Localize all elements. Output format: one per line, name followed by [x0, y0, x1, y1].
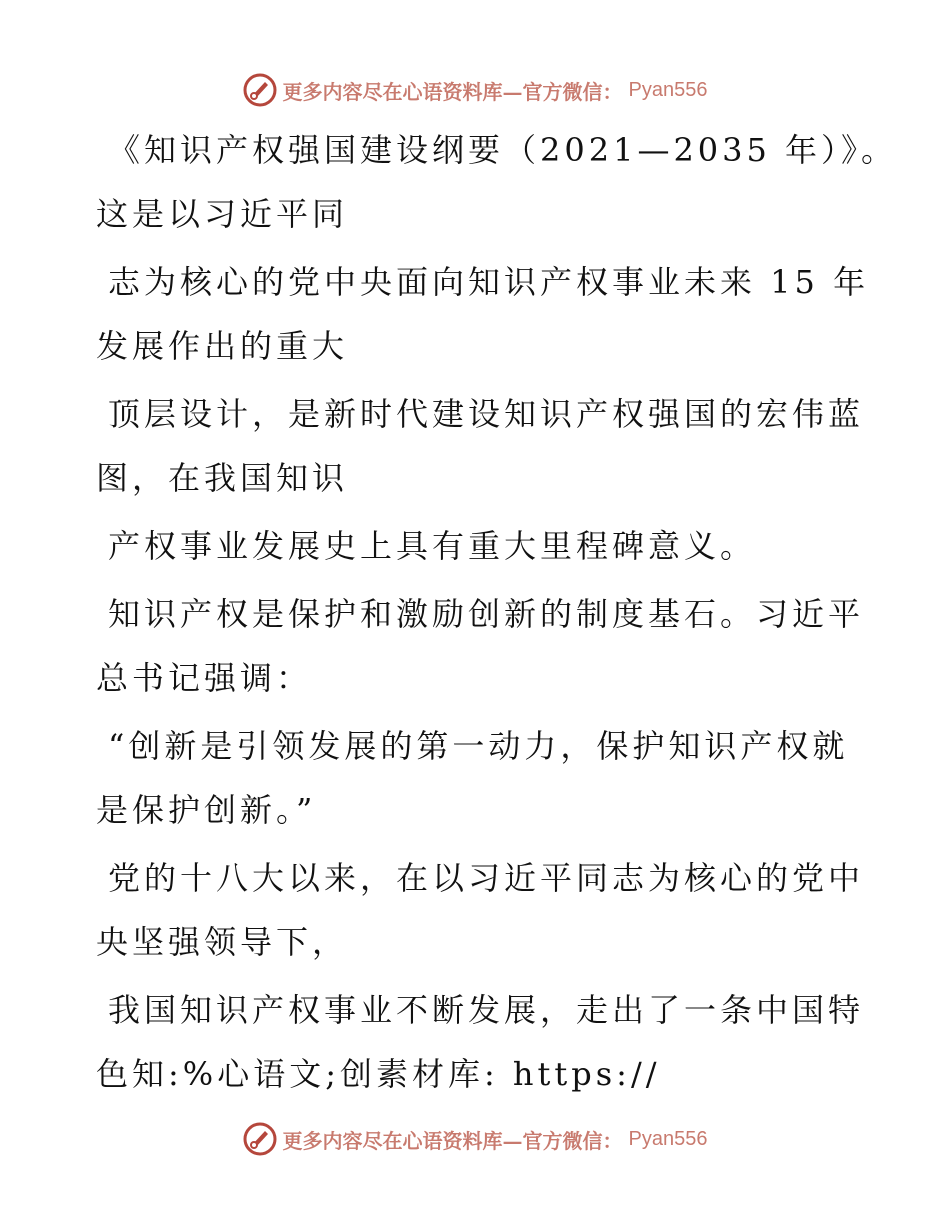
paragraph-line: “创新是引领发展的第一动力，保护知识产权就: [108, 727, 849, 765]
header-watermark-text: 更多内容尽在心语资料库—官方微信：: [282, 79, 623, 104]
brand-logo-icon: [243, 73, 277, 107]
paragraph-line: 志为核心的党中央面向知识产权事业未来 15 年: [108, 263, 870, 301]
footer-watermark-text: 更多内容尽在心语资料库—官方微信：: [282, 1128, 623, 1153]
paragraph: [96, 118, 898, 246]
paragraph: [96, 714, 849, 842]
paragraph: [96, 978, 865, 1106]
paragraph-line: 总书记强调：: [96, 659, 313, 697]
paragraph: [96, 382, 865, 510]
paragraph-line: 央坚强领导下，: [96, 923, 349, 961]
paragraph-line: 顶层设计，是新时代建设知识产权强国的宏伟蓝: [108, 395, 865, 433]
paragraph-line: 图，在我国知识: [96, 459, 349, 497]
paragraph-line: 《知识产权强国建设纲要（2021—2035 年）》。: [108, 131, 898, 169]
paragraph-line: 产权事业发展史上具有重大里程碑意义。: [108, 527, 757, 565]
document-body: [96, 118, 898, 1110]
paragraph-line: 是保护创新。”: [96, 791, 317, 829]
paragraph: [96, 514, 836, 578]
paragraph-line: 发展作出的重大: [96, 327, 349, 365]
paragraph-line: 知识产权是保护和激励创新的制度基石。习近平: [108, 595, 865, 633]
footer-watermark: [0, 1119, 950, 1159]
brand-logo-icon: [243, 1122, 277, 1156]
paragraph: [96, 582, 865, 710]
paragraph-line: 这是以习近平同: [96, 195, 349, 233]
footer-wechat-id: Pyan556: [628, 1127, 708, 1150]
paragraph-line: 党的十八大以来，在以习近平同志为核心的党中: [108, 859, 865, 897]
header-watermark: [0, 70, 950, 110]
paragraph-line: 色知:%心语文;创素材库: https://: [96, 1055, 661, 1093]
header-wechat-id: Pyan556: [628, 78, 708, 101]
paragraph: [96, 250, 870, 378]
paragraph-line: 我国知识产权事业不断发展，走出了一条中国特: [108, 991, 865, 1029]
paragraph: [96, 846, 865, 974]
